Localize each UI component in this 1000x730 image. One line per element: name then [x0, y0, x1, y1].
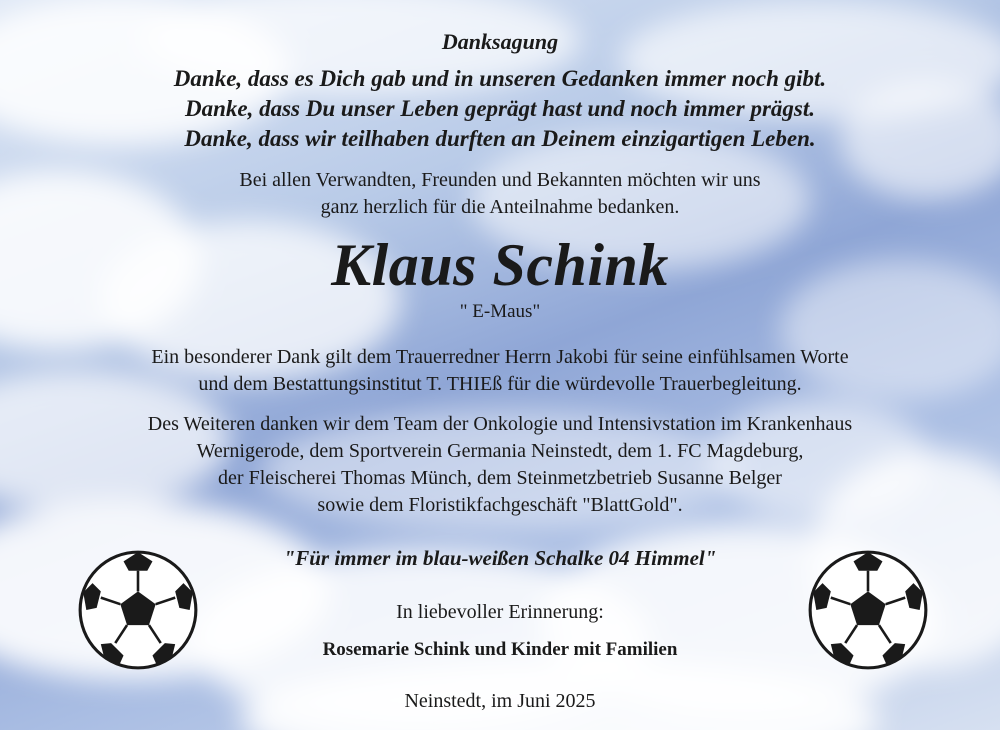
nickname: " E-Maus": [459, 301, 541, 322]
deceased-name: Klaus Schink: [331, 232, 669, 298]
intro-line: Bei allen Verwandten, Freunden und Bekannten möchten wir uns: [239, 169, 761, 191]
family-signature: Rosemarie Schink und Kinder mit Familien: [322, 639, 678, 660]
special-thanks-line: Ein besonderer Dank gilt dem Trauerredner Herrn Jakobi für seine einfühlsamen Worte: [151, 346, 849, 368]
further-thanks-line: Wernigerode, dem Sportverein Germania Neinstedt, dem 1. FC Magdeburg,: [196, 440, 804, 462]
thanks-line: Danke, dass es Dich gab und in unseren Gedanken immer noch gibt.: [173, 66, 827, 91]
further-thanks-line: der Fleischerei Thomas Münch, dem Steinmetzbetrieb Susanne Belger: [218, 467, 782, 489]
further-thanks-line: Des Weiteren danken wir dem Team der Onkologie und Intensivstation im Krankenhaus: [147, 413, 853, 435]
place-date: Neinstedt, im Juni 2025: [404, 690, 596, 712]
heading: Danksagung: [441, 29, 559, 54]
special-thanks-line: und dem Bestattungsinstitut T. THIEß für die würdevolle Trauerbegleitung.: [198, 373, 802, 395]
remembrance-label: In liebevoller Erinnerung:: [396, 601, 604, 623]
thanks-line: Danke, dass Du unser Leben geprägt hast und noch immer prägst.: [184, 96, 816, 121]
intro-line: ganz herzlich für die Anteilnahme bedanken.: [320, 196, 680, 218]
thanks-line: Danke, dass wir teilhaben durften an Deinem einzigartigen Leben.: [184, 126, 816, 151]
further-thanks-line: sowie dem Floristikfachgeschäft "BlattGold".: [317, 494, 683, 516]
motto: "Für immer im blau-weißen Schalke 04 Himmel": [283, 546, 717, 570]
